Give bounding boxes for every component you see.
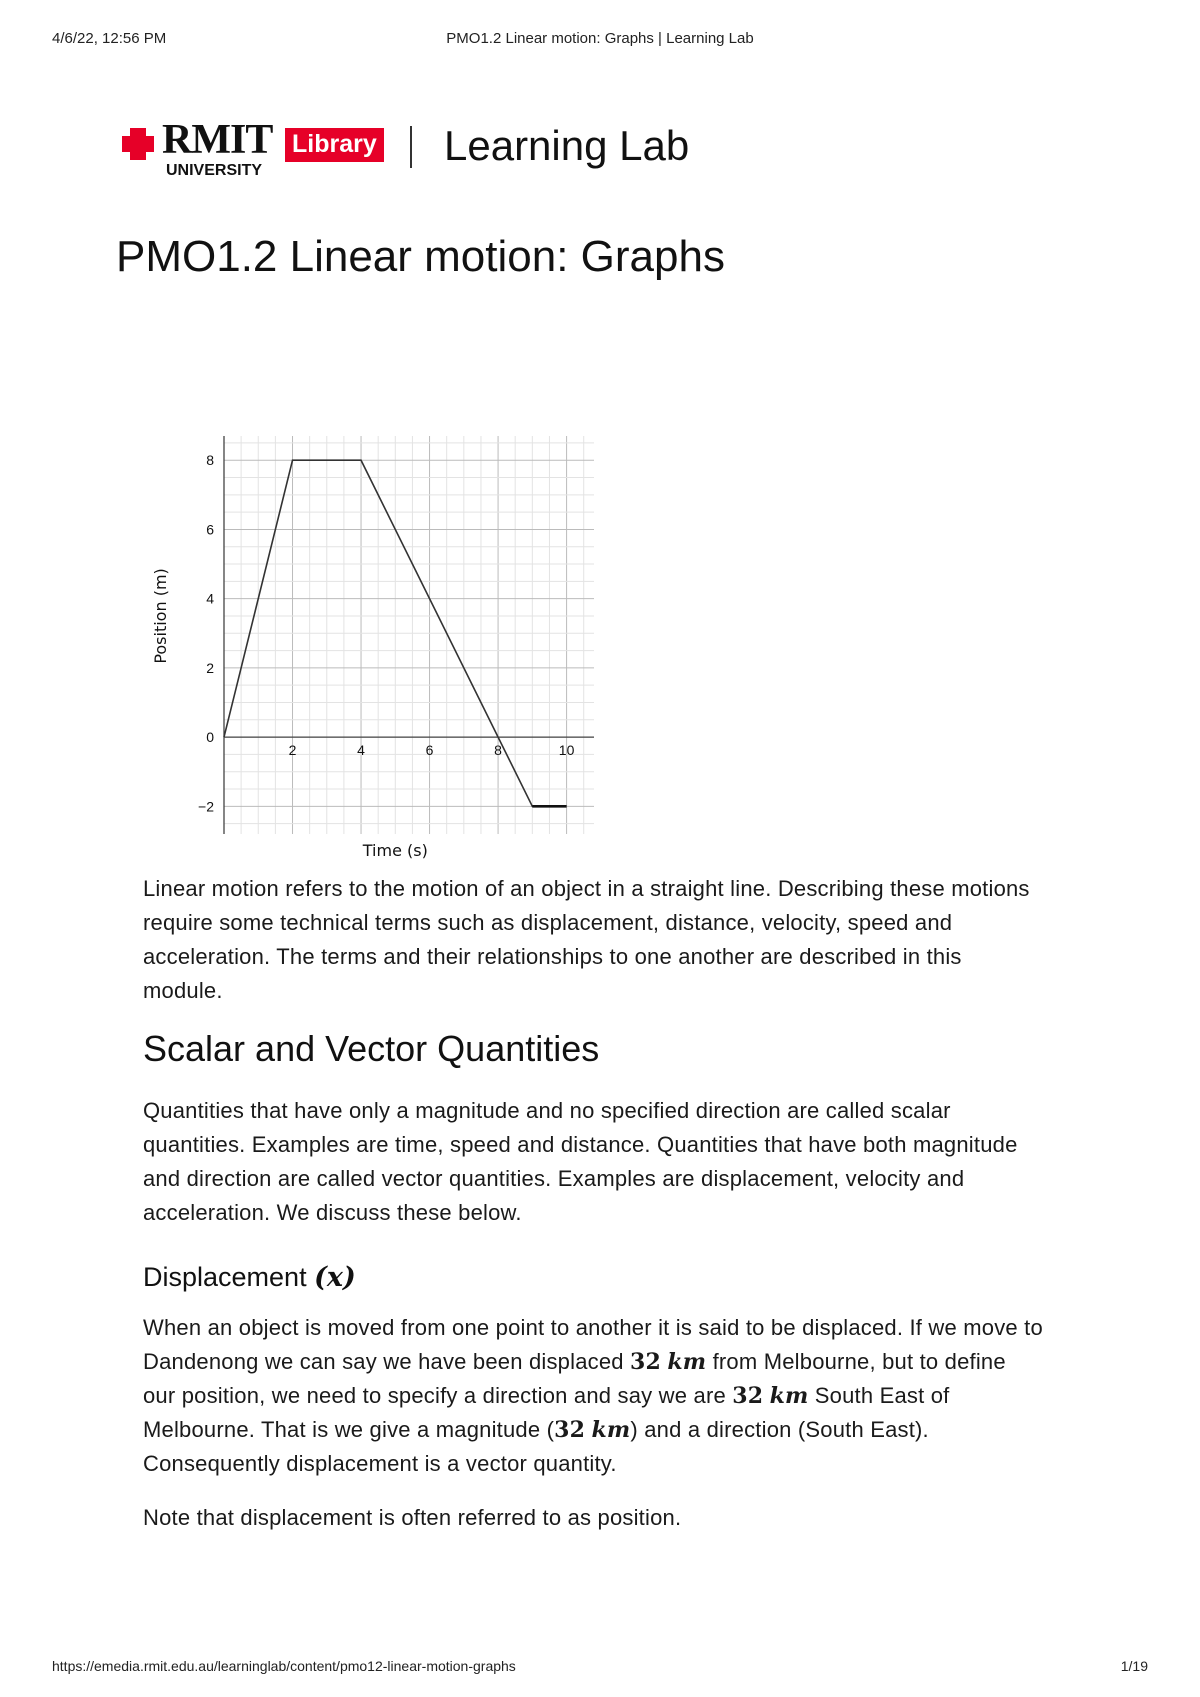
x-tick-label: 6 (425, 742, 434, 759)
distance-unit-2: km (769, 1383, 809, 1409)
logo-rmit-text: RMIT (162, 117, 273, 163)
y-tick-label: 2 (206, 659, 214, 676)
print-page-number: 1/19 (1120, 1658, 1148, 1674)
y-tick-label: 0 (206, 729, 214, 746)
page-title: PMO1.2 Linear motion: Graphs (116, 232, 725, 281)
y-tick-label: −2 (198, 798, 214, 815)
logo-library-badge: Library (285, 128, 384, 162)
y-tick-label: 8 (206, 452, 214, 469)
displacement-text-c: South East of Melbourne. That is we give a magnitude ( (143, 1383, 950, 1442)
article-content (143, 872, 1043, 1555)
x-axis-label: Time (s) (362, 841, 428, 860)
x-tick-label: 4 (357, 742, 365, 759)
logo-university-text: UNIVERSITY (166, 162, 263, 179)
print-footer-url[interactable]: https://emedia.rmit.edu.au/learninglab/content/pmo12-linear-motion-graphs (52, 1658, 516, 1674)
displacement-text-b: from Melbourne, but to define our position, we need to specify a direction and say we are (143, 1349, 1006, 1408)
x-tick-label: 10 (558, 742, 575, 759)
chart-svg (148, 430, 618, 860)
displacement-symbol: (x) (314, 1262, 356, 1293)
intro-paragraph: Linear motion refers to the motion of an object in a straight line. Describing these motions require some technical terms such as displacement, distance, velocity, speed and acceleration. The terms and their relationships to one another are described in this module. (143, 876, 1030, 1003)
x-tick-label: 2 (288, 742, 297, 759)
displacement-heading-text: Displacement (143, 1262, 307, 1292)
displacement-text-d: ) and a direction (South East). Consequently displacement is a vector quantity. (143, 1417, 929, 1476)
y-tick-label: 4 (206, 590, 214, 607)
print-date: 4/6/22, 12:56 PM (52, 30, 167, 47)
y-tick-label: 6 (206, 521, 214, 538)
distance-unit-1: km (667, 1349, 707, 1375)
rmit-pixel-icon (118, 128, 158, 160)
distance-value-3: 32 (554, 1417, 586, 1443)
position-time-chart (148, 430, 618, 860)
scalar-vector-heading: Scalar and Vector Quantities (143, 1028, 600, 1069)
distance-unit-3: km (591, 1417, 631, 1443)
displacement-text-a: When an object is moved from one point to another it is said to be displaced. If we move to Dandenong we can say we have been displaced (143, 1315, 1043, 1374)
position-note-paragraph: Note that displacement is often referred to as position. (143, 1505, 682, 1530)
distance-value-2: 32 (732, 1383, 764, 1409)
scalar-vector-paragraph: Quantities that have only a magnitude and no specified direction are called scalar quantities. Examples are time, speed and distance. Quantities that have both magnitude and direction are called vector quantities. Examples are displacement, velocity and acceleration. We discuss these below. (143, 1098, 1018, 1225)
distance-value-1: 32 (630, 1349, 662, 1375)
logo-divider (410, 126, 412, 168)
displacement-paragraph (143, 1311, 1043, 1481)
displacement-heading (143, 1262, 1043, 1293)
logo-learning-lab-text: Learning Lab (444, 122, 690, 169)
y-axis-label: Position (m) (151, 568, 170, 664)
print-header-title: PMO1.2 Linear motion: Graphs | Learning Lab (446, 30, 754, 47)
x-tick-label: 8 (494, 742, 502, 759)
rmit-learning-lab-logo[interactable] (118, 117, 838, 180)
